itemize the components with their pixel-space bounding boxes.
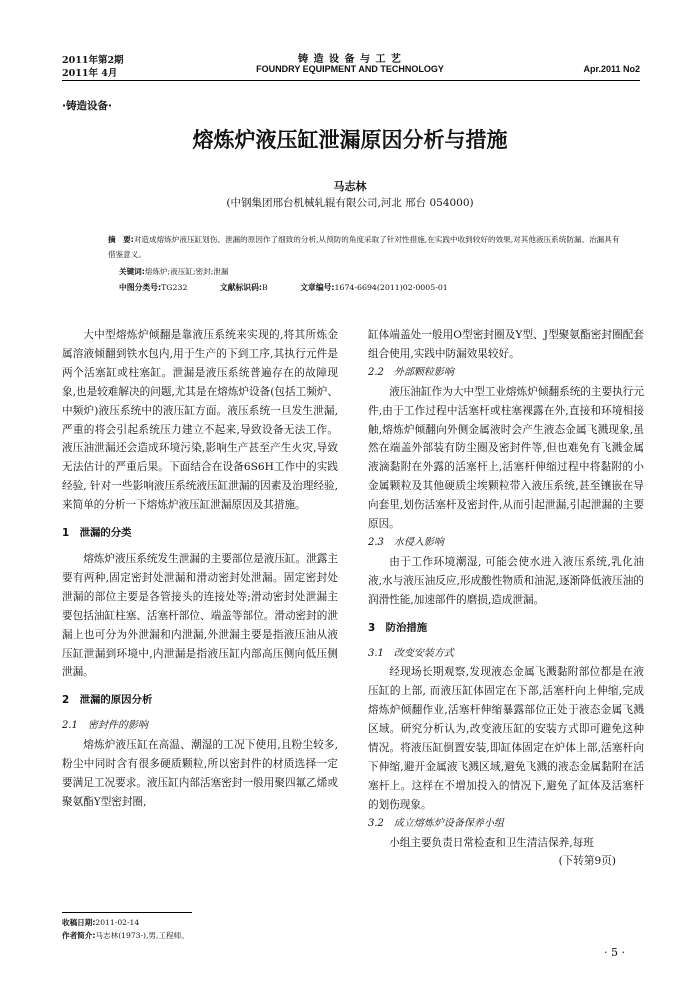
classification-line	[119, 282, 448, 293]
section-3-2-text: 小组主要负责日常检查和卫生清洁保养,每班	[389, 836, 594, 849]
intro-paragraph: 大中型熔炼炉倾翻是靠液压系统来实现的,将其所炼金属溶液倾翻到铁水包内,用于生产的下到工序,其执行元件是两个活塞缸或柱塞缸。泄漏是液压系统普遍存在的故障现象,也是较难解决的问题,尤其是在熔炼炉设备(包括工频炉、中频炉)液压系统中的液压缸方面。液压系统一旦发生泄漏,严重的将会引起系统压力建立不起来,导致设备无法工作。液压油泄漏还会造成环境污染,影响生产甚至产生火灾,导致无法估计的严重后果。下面结合在设备6S6H工作中的实践经验, 针对一些影响液压系统液压缸泄漏的因素及治理经验,来简单的分析一下熔炼炉液压缸泄漏原因及其措施。	[62, 329, 338, 512]
section-2-1-heading: 2.1 密封件的影响	[62, 720, 148, 732]
author-bio: 马志林(1973-),男,工程师。	[95, 931, 189, 940]
article-title: 熔炼炉液压缸泄漏原因分析与措施	[192, 128, 508, 152]
keywords-text: 熔炼炉;液压缸;密封;泄漏	[144, 267, 229, 276]
received-label: 收稿日期:	[62, 918, 96, 927]
author-bio-label: 作者简介:	[62, 931, 96, 940]
footnote	[62, 916, 189, 942]
right-column	[368, 326, 644, 871]
section-3-1-text: 经现场长期观察,发现液态金属飞溅黏附部位都是在液压缸的上部, 而液压缸体固定在下部,活塞杆向上伸缩,完成熔炼炉倾翻作业,活塞杆伸缩暴露部位正处于液态金属飞溅区域。研究分析认为,改变液压缸的安装方式即可避免这种情况。将液压缸倒置安装,即缸体固定在炉体上部,活塞杆向下伸缩,避开金属液飞溅区域,避免飞溅的液态金属黏附在活塞杆上。这样在不增加投入的情况下,避免了缸体及活塞杆的划伤现象。	[368, 666, 644, 811]
journal-title-cn: 铸 造 设 备 与 工 艺	[298, 54, 402, 65]
doc-code-value: B	[262, 283, 268, 292]
issue-line-2: 2011年 4月	[62, 68, 118, 79]
doc-code-label: 文献标识码:	[219, 283, 263, 292]
section-2-3-text: 由于工作环境潮湿, 可能会使水进入液压系统,乳化油液,水与液压油反应,形成酸性物质和油泥,逐渐降低液压油的润滑性能,加速部件的磨损,造成泄漏。	[368, 555, 644, 606]
issue-right: Apr.2011 No2	[583, 64, 640, 74]
page-number: · 5 ·	[604, 946, 625, 959]
received-date: 2011-02-14	[95, 918, 140, 927]
section-2-2-heading: 2.2 外部颗粒影响	[368, 366, 454, 378]
section-1-heading: 1 泄漏的分类	[62, 527, 132, 540]
section-2-heading: 2 泄漏的原因分析	[62, 694, 153, 707]
section-2-1-text: 熔炼炉液压缸在高温、潮湿的工况下使用,且粉尘较多,粉尘中同时含有很多硬质颗粒,所以密封件的材质选择一定要满足工况要求。液压缸内部活塞密封一般用聚四氟乙烯或聚氨酯Y型密封圈,	[62, 739, 338, 808]
section-2-2-text: 液压油缸作为大中型工业熔炼炉倾翻系统的主要执行元件,由于工作过程中活塞杆或柱塞裸露在外,直接和环境相接触,熔炼炉倾翻向外侧金属液时会产生液态金属飞溅现象,虽然在端盖外部装有防尘圈及密封件等,但也难免有飞溅金属液滴黏附在外露的活塞杆上,活塞杆伸缩过程中将黏附的小金属颗粒及其他硬质尘埃颗粒带入液压系统,甚至镶嵌在导向套里,划伤活塞杆及密封件,从而引起泄漏,引起泄漏的主要原因。	[368, 385, 644, 531]
section-tag: ·铸造设备·	[62, 100, 112, 112]
section-1-text: 熔炼炉液压系统发生泄漏的主要部位是液压缸。泄露主要有两种,固定密封处泄漏和滑动密封处泄漏。固定密封处泄漏的部位主要是各管接头的连接处等;滑动密封处泄漏主要包括油缸柱塞、活塞杆部位、端盖等部位。滑动密封的泄漏上也可分为外泄漏和内泄漏,外泄漏主要是指液压油从液压缸泄漏到环境中,内泄漏是指液压缸内部高压侧向低压侧泄漏。	[62, 552, 338, 679]
keywords-label: 关键词:	[119, 267, 145, 276]
journal-title-en: FOUNDRY EQUIPMENT AND TECHNOLOGY	[256, 64, 444, 74]
footnote-rule	[62, 912, 192, 913]
issue-line-1: 2011年第2期	[62, 55, 124, 66]
left-column	[62, 326, 338, 812]
section-3-2-heading: 3.2 成立熔炼炉设备保养小组	[368, 817, 504, 829]
section-2-3-heading: 2.3 水侵入影响	[368, 536, 444, 548]
affiliation: (中钢集团邢台机械轧辊有限公司,河北 邢台 054000)	[226, 197, 474, 209]
clc-value: TG232	[161, 283, 188, 292]
header-rule	[62, 80, 640, 81]
keywords	[119, 266, 228, 277]
continued-note: (下转第9页)	[558, 855, 616, 868]
section-3-1-heading: 3.1 改变安装方式	[368, 647, 454, 659]
article-number-label: 文章编号:	[300, 283, 335, 292]
abstract	[108, 232, 622, 262]
clc-label: 中图分类号:	[119, 283, 162, 292]
abstract-label: 摘 要:	[108, 235, 134, 244]
author: 马志林	[333, 180, 367, 193]
continued-text: 缸体端盖处一般用O型密封圈及Y型、J型聚氨酯密封圈配套组合使用,实践中防漏效果较好。	[368, 329, 644, 360]
article-number-value: 1674-6694(2011)02-0005-01	[334, 283, 448, 292]
section-3-heading: 3 防治措施	[368, 621, 428, 634]
abstract-text: 对造成熔炼炉液压缸划伤、泄漏的原因作了细致的分析,从预防的角度采取了针对性措施,在实践中收到较好的效果,对其他液压系统防漏、治漏具有借鉴意义。	[108, 235, 620, 259]
